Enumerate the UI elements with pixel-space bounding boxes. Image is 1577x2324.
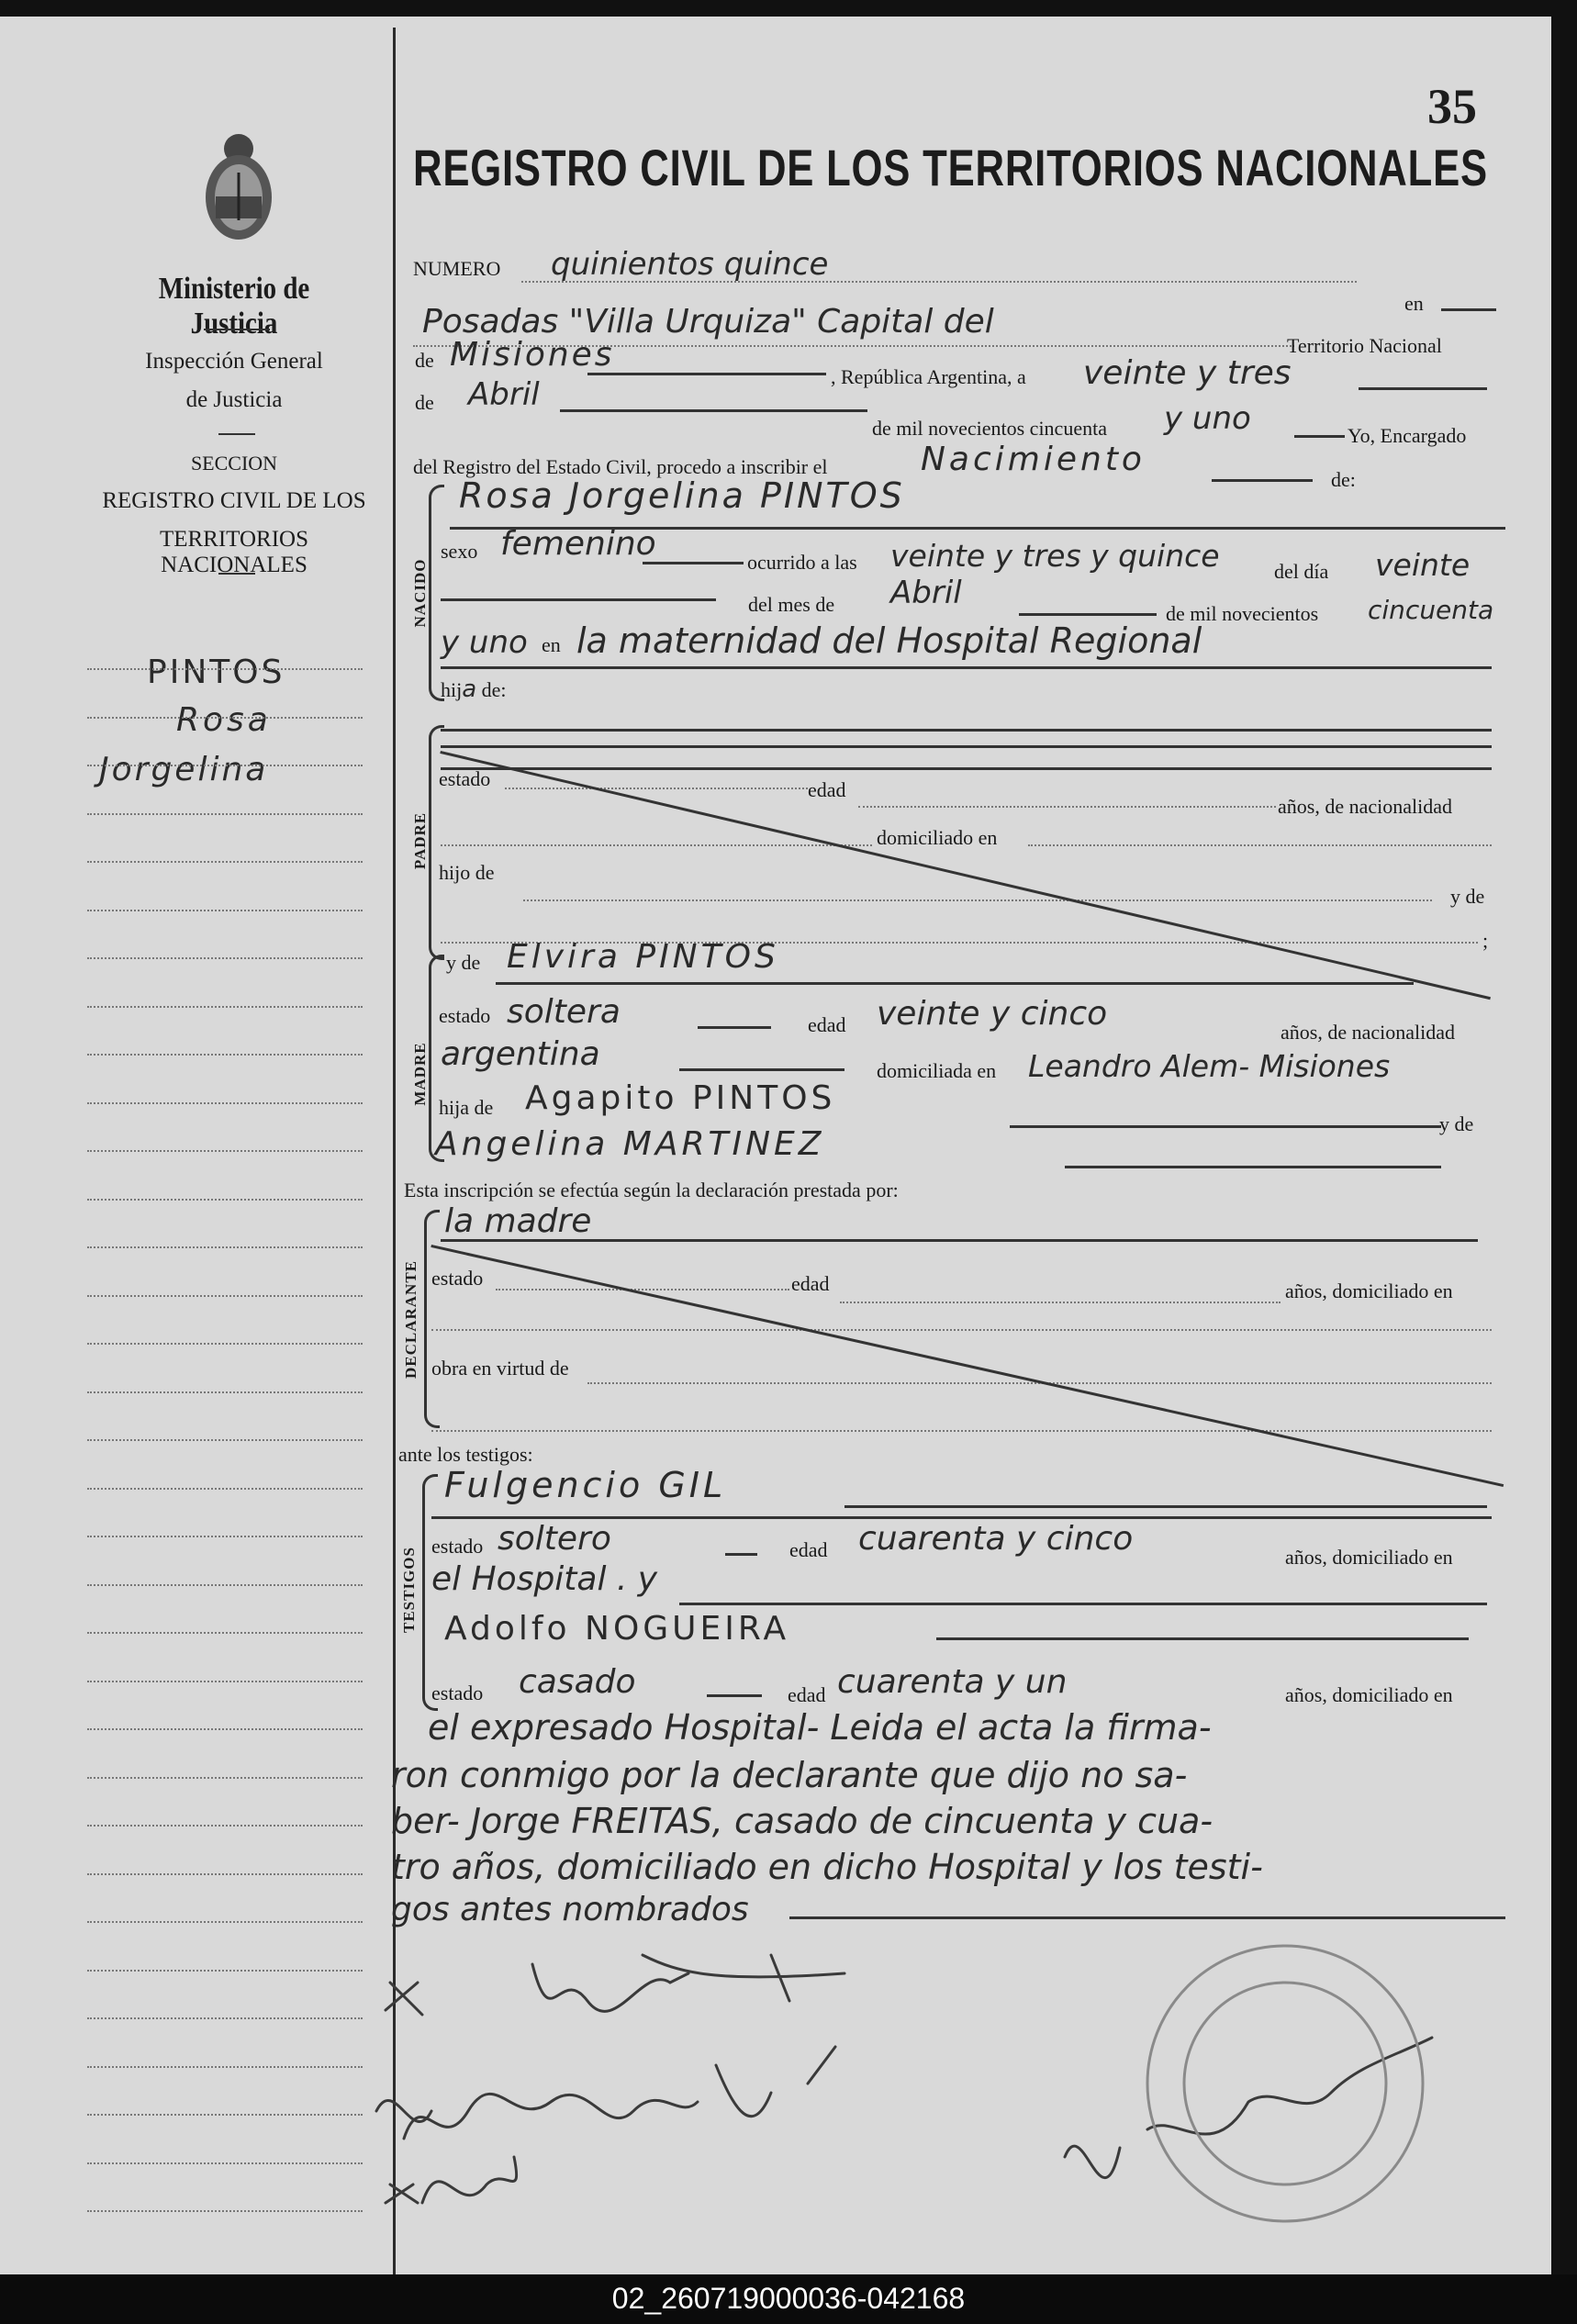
signature-mark (386, 1983, 422, 2015)
edad-label: edad (788, 1683, 826, 1706)
declaracion-label: Esta inscripción se efectúa según la declaración prestada por: (404, 1179, 899, 1201)
section-label-padre: PADRE (411, 811, 429, 870)
section-bracket (424, 1210, 440, 1428)
ocurrido-label: ocurrido a las (747, 551, 857, 574)
ruled-line (87, 1825, 363, 1827)
fill-line (643, 562, 744, 564)
signatures-and-seal (367, 1927, 1515, 2267)
semicolon: ; (1482, 929, 1489, 952)
fill-line (431, 1516, 1492, 1519)
estado-label: estado (431, 1535, 484, 1558)
index-given-name: Rosa (176, 701, 272, 739)
yo-label: Yo, Encargado (1348, 424, 1467, 447)
ruled-line (87, 1584, 363, 1586)
edad-label: edad (808, 778, 846, 801)
fill-line (1019, 613, 1157, 616)
index-given-name: Jorgelina (99, 751, 269, 788)
anio-nac-value: y uno (441, 624, 528, 661)
y-de-label: y de (446, 951, 481, 974)
obra-label: obra en virtud de (431, 1357, 569, 1380)
fill-line (1294, 435, 1345, 438)
ruled-line (87, 1391, 363, 1393)
sidebar-rule (218, 573, 255, 575)
ruled-line (87, 1439, 363, 1441)
del-mes-label: del mes de (748, 593, 835, 616)
section-line: TERRITORIOS NACIONALES (159, 527, 309, 577)
section-line: SECCION (190, 452, 278, 475)
section-label-declarante: DECLARANTE (402, 1259, 419, 1379)
file-name: 02_260719000036-042168 (611, 2282, 966, 2315)
continuation-line: tro años, domiciliado en dicho Hospital y los testi- (391, 1847, 1263, 1887)
de-mil-nov-label: de mil novecientos (1166, 602, 1319, 625)
ruled-line (87, 2114, 363, 2116)
ruled-line (87, 861, 363, 863)
y-de-label: y de (1439, 1112, 1474, 1135)
ruled-line (87, 1921, 363, 1923)
mes-nac-value: Abril (890, 575, 962, 611)
fill-line (431, 1329, 1492, 1331)
edad-label: edad (808, 1013, 846, 1036)
hijo-de-label: hijo de (439, 861, 495, 884)
fill-line (441, 1239, 1478, 1242)
section-label-madre: MADRE (411, 1042, 429, 1106)
de-colon-label: de: (1331, 468, 1356, 491)
testigo1-edad: cuarenta y cinco (858, 1520, 1134, 1558)
madre-nacionalidad: argentina (441, 1035, 600, 1073)
section-line: REGISTRO CIVIL DE LOS (102, 488, 366, 513)
anos-nac-label: años, de nacionalidad (1278, 795, 1452, 818)
testigos-label: ante los testigos: (398, 1443, 533, 1466)
fill-line (441, 729, 1492, 732)
ruled-line (87, 910, 363, 911)
fill-line (496, 1289, 789, 1290)
officer-signature (1065, 2038, 1432, 2178)
fill-line (725, 1553, 757, 1556)
section-label-nacido: NACIDO (411, 558, 429, 628)
fill-line (431, 1430, 1492, 1432)
ruled-line (87, 2210, 363, 2212)
child-name: Rosa Jorgelina PINTOS (459, 475, 905, 516)
abuela-nombre: Angelina MARTINEZ (435, 1125, 825, 1163)
ruled-line (87, 717, 363, 719)
fill-line (441, 598, 716, 601)
lugar-nac-value: la maternidad del Hospital Regional (576, 620, 1202, 661)
hija-de-label: hija de (439, 1096, 494, 1119)
testigo1-nombre: Fulgencio GIL (444, 1465, 727, 1505)
ruled-line (87, 1102, 363, 1104)
ruled-line (87, 668, 363, 670)
fill-line (560, 409, 867, 412)
ruled-line (87, 1054, 363, 1056)
sexo-value: femenino (500, 525, 656, 563)
ruled-line (87, 1343, 363, 1345)
fill-line (505, 788, 808, 789)
inspection-line: Inspección General (145, 349, 323, 374)
ruled-line (87, 2162, 363, 2164)
fill-line (698, 1026, 771, 1029)
ruled-line (87, 813, 363, 815)
numero-label: NUMERO (413, 257, 501, 280)
inspection-line: de Justicia (185, 387, 283, 412)
hij-letter: a (462, 676, 477, 703)
de-mil-label: de mil novecientos cincuenta (872, 417, 1107, 440)
page-number: 35 (1427, 79, 1477, 134)
dia-nac-value: veinte (1375, 547, 1471, 583)
fill-line (441, 666, 1492, 669)
fill-line (679, 1068, 844, 1071)
testigo2-nombre: Adolfo NOGUEIRA (444, 1610, 790, 1648)
witness2-signature (386, 2157, 517, 2203)
fill-line (1065, 1166, 1441, 1168)
estado-label: estado (439, 1004, 491, 1027)
ruled-line (87, 1295, 363, 1297)
ruled-line (87, 1873, 363, 1875)
continuation-line: ron conmigo por la declarante que dijo no sa- (391, 1755, 1188, 1795)
dia-value: veinte y tres (1083, 354, 1292, 392)
witness1-signature (404, 2047, 835, 2139)
index-surname: PINTOS (147, 654, 285, 691)
mes-value: Abril (468, 376, 540, 413)
fill-line (441, 844, 872, 846)
ruled-line (87, 1777, 363, 1779)
fill-line (523, 899, 1432, 901)
hij-label (441, 676, 507, 703)
madre-edad: veinte y cinco (877, 995, 1108, 1033)
fill-line (587, 373, 826, 375)
sexo-label: sexo (441, 540, 478, 563)
fill-line (1212, 479, 1313, 482)
anio-nac-value: cincuenta (1368, 595, 1494, 625)
madre-domicilio: Leandro Alem- Misiones (1028, 1048, 1391, 1084)
continuation-line: ber- Jorge FREITAS, casado de cincuenta y cua- (391, 1801, 1214, 1841)
madre-estado: soltera (507, 993, 621, 1031)
fill-line (679, 1603, 1487, 1605)
fill-line (1359, 387, 1487, 390)
territorio-label: Territorio Nacional (1287, 334, 1442, 357)
madre-nombre: Elvira PINTOS (507, 938, 779, 976)
ruled-line (87, 1681, 363, 1682)
hora-value: veinte y tres y quince (890, 538, 1220, 574)
sidebar-rule (204, 329, 270, 330)
registro-label: del Registro del Estado Civil, procedo a inscribir el (413, 455, 828, 478)
fill-line (441, 767, 1492, 770)
anos-dom-label: años, domiciliado en (1285, 1683, 1453, 1706)
declarant-signature (532, 1955, 844, 2011)
abuelo-nombre: Agapito PINTOS (525, 1079, 836, 1117)
edad-label: edad (789, 1538, 828, 1561)
section-bracket (429, 725, 444, 960)
de-label: de (415, 349, 434, 372)
fill-line (844, 1505, 1487, 1508)
continuation-line: gos antes nombrados (391, 1891, 749, 1928)
fill-line (441, 745, 1492, 748)
fill-line (840, 1302, 1281, 1303)
domiciliada-label: domiciliada en (877, 1059, 997, 1082)
hij-text: hij (441, 678, 463, 701)
testigo2-domicilio: el expresado Hospital- Leida el acta la firma- (428, 1707, 1212, 1748)
fill-line (936, 1637, 1469, 1640)
de-label: de (415, 391, 434, 414)
en-label: en (1404, 292, 1424, 315)
testigo1-domicilio: el Hospital . y (431, 1560, 658, 1598)
ruled-line (87, 1006, 363, 1008)
official-seal (1147, 1946, 1423, 2221)
ruled-line (87, 2017, 363, 2019)
anio-value: y uno (1164, 400, 1251, 437)
section-label-testigos: TESTIGOS (400, 1547, 418, 1633)
sidebar-rule (218, 433, 255, 435)
y-de-label: y de (1450, 885, 1485, 908)
fill-line (789, 1916, 1505, 1919)
ruled-line (87, 2066, 363, 2068)
fill-line (1028, 844, 1492, 846)
ruled-line (87, 1488, 363, 1490)
coat-of-arms-icon (197, 128, 280, 243)
testigo2-estado: casado (519, 1663, 636, 1701)
page-title: REGISTRO CIVIL DE LOS TERRITORIOS NACIONALES (413, 139, 1488, 196)
de-colon-text: de: (481, 678, 507, 701)
estado-label: estado (431, 1682, 484, 1704)
anos-dom-label: años, domiciliado en (1285, 1546, 1453, 1569)
anos-dom-label: años, domiciliado en (1285, 1279, 1453, 1302)
fill-line (707, 1694, 762, 1697)
edad-label: edad (791, 1272, 830, 1295)
testigo2-edad: cuarenta y un (837, 1663, 1068, 1701)
ruled-line (87, 1728, 363, 1730)
del-dia-label: del día (1274, 560, 1329, 583)
ruled-line (87, 1246, 363, 1248)
fill-line (496, 982, 1414, 985)
ruled-line (87, 1632, 363, 1634)
republica-label: , República Argentina, a (831, 365, 1026, 388)
fill-line (1441, 308, 1496, 311)
estado-label: estado (439, 767, 491, 790)
territorio-value: Misiones (450, 336, 615, 374)
ministry-name: Ministerio de Justicia (158, 272, 310, 341)
estado-label: estado (431, 1267, 484, 1290)
ruled-line (87, 765, 363, 766)
fill-line (1010, 1125, 1441, 1128)
declarante-value: la madre (444, 1202, 592, 1240)
ruled-line (87, 1150, 363, 1152)
domiciliado-label: domiciliado en (877, 826, 998, 849)
fill-line (521, 281, 1357, 283)
ruled-line (87, 1536, 363, 1537)
fill-line (858, 806, 1276, 808)
anos-nac-label: años, de nacionalidad (1281, 1021, 1455, 1044)
ruled-line (87, 957, 363, 959)
ruled-line (87, 1970, 363, 1972)
lugar-value: Posadas "Villa Urquiza" Capital del (422, 303, 994, 341)
numero-value: quinientos quince (551, 246, 829, 283)
testigo1-estado: soltero (498, 1520, 611, 1558)
tipo-value: Nacimiento (921, 441, 1146, 478)
en-label: en (542, 633, 561, 656)
ruled-line (87, 1199, 363, 1201)
